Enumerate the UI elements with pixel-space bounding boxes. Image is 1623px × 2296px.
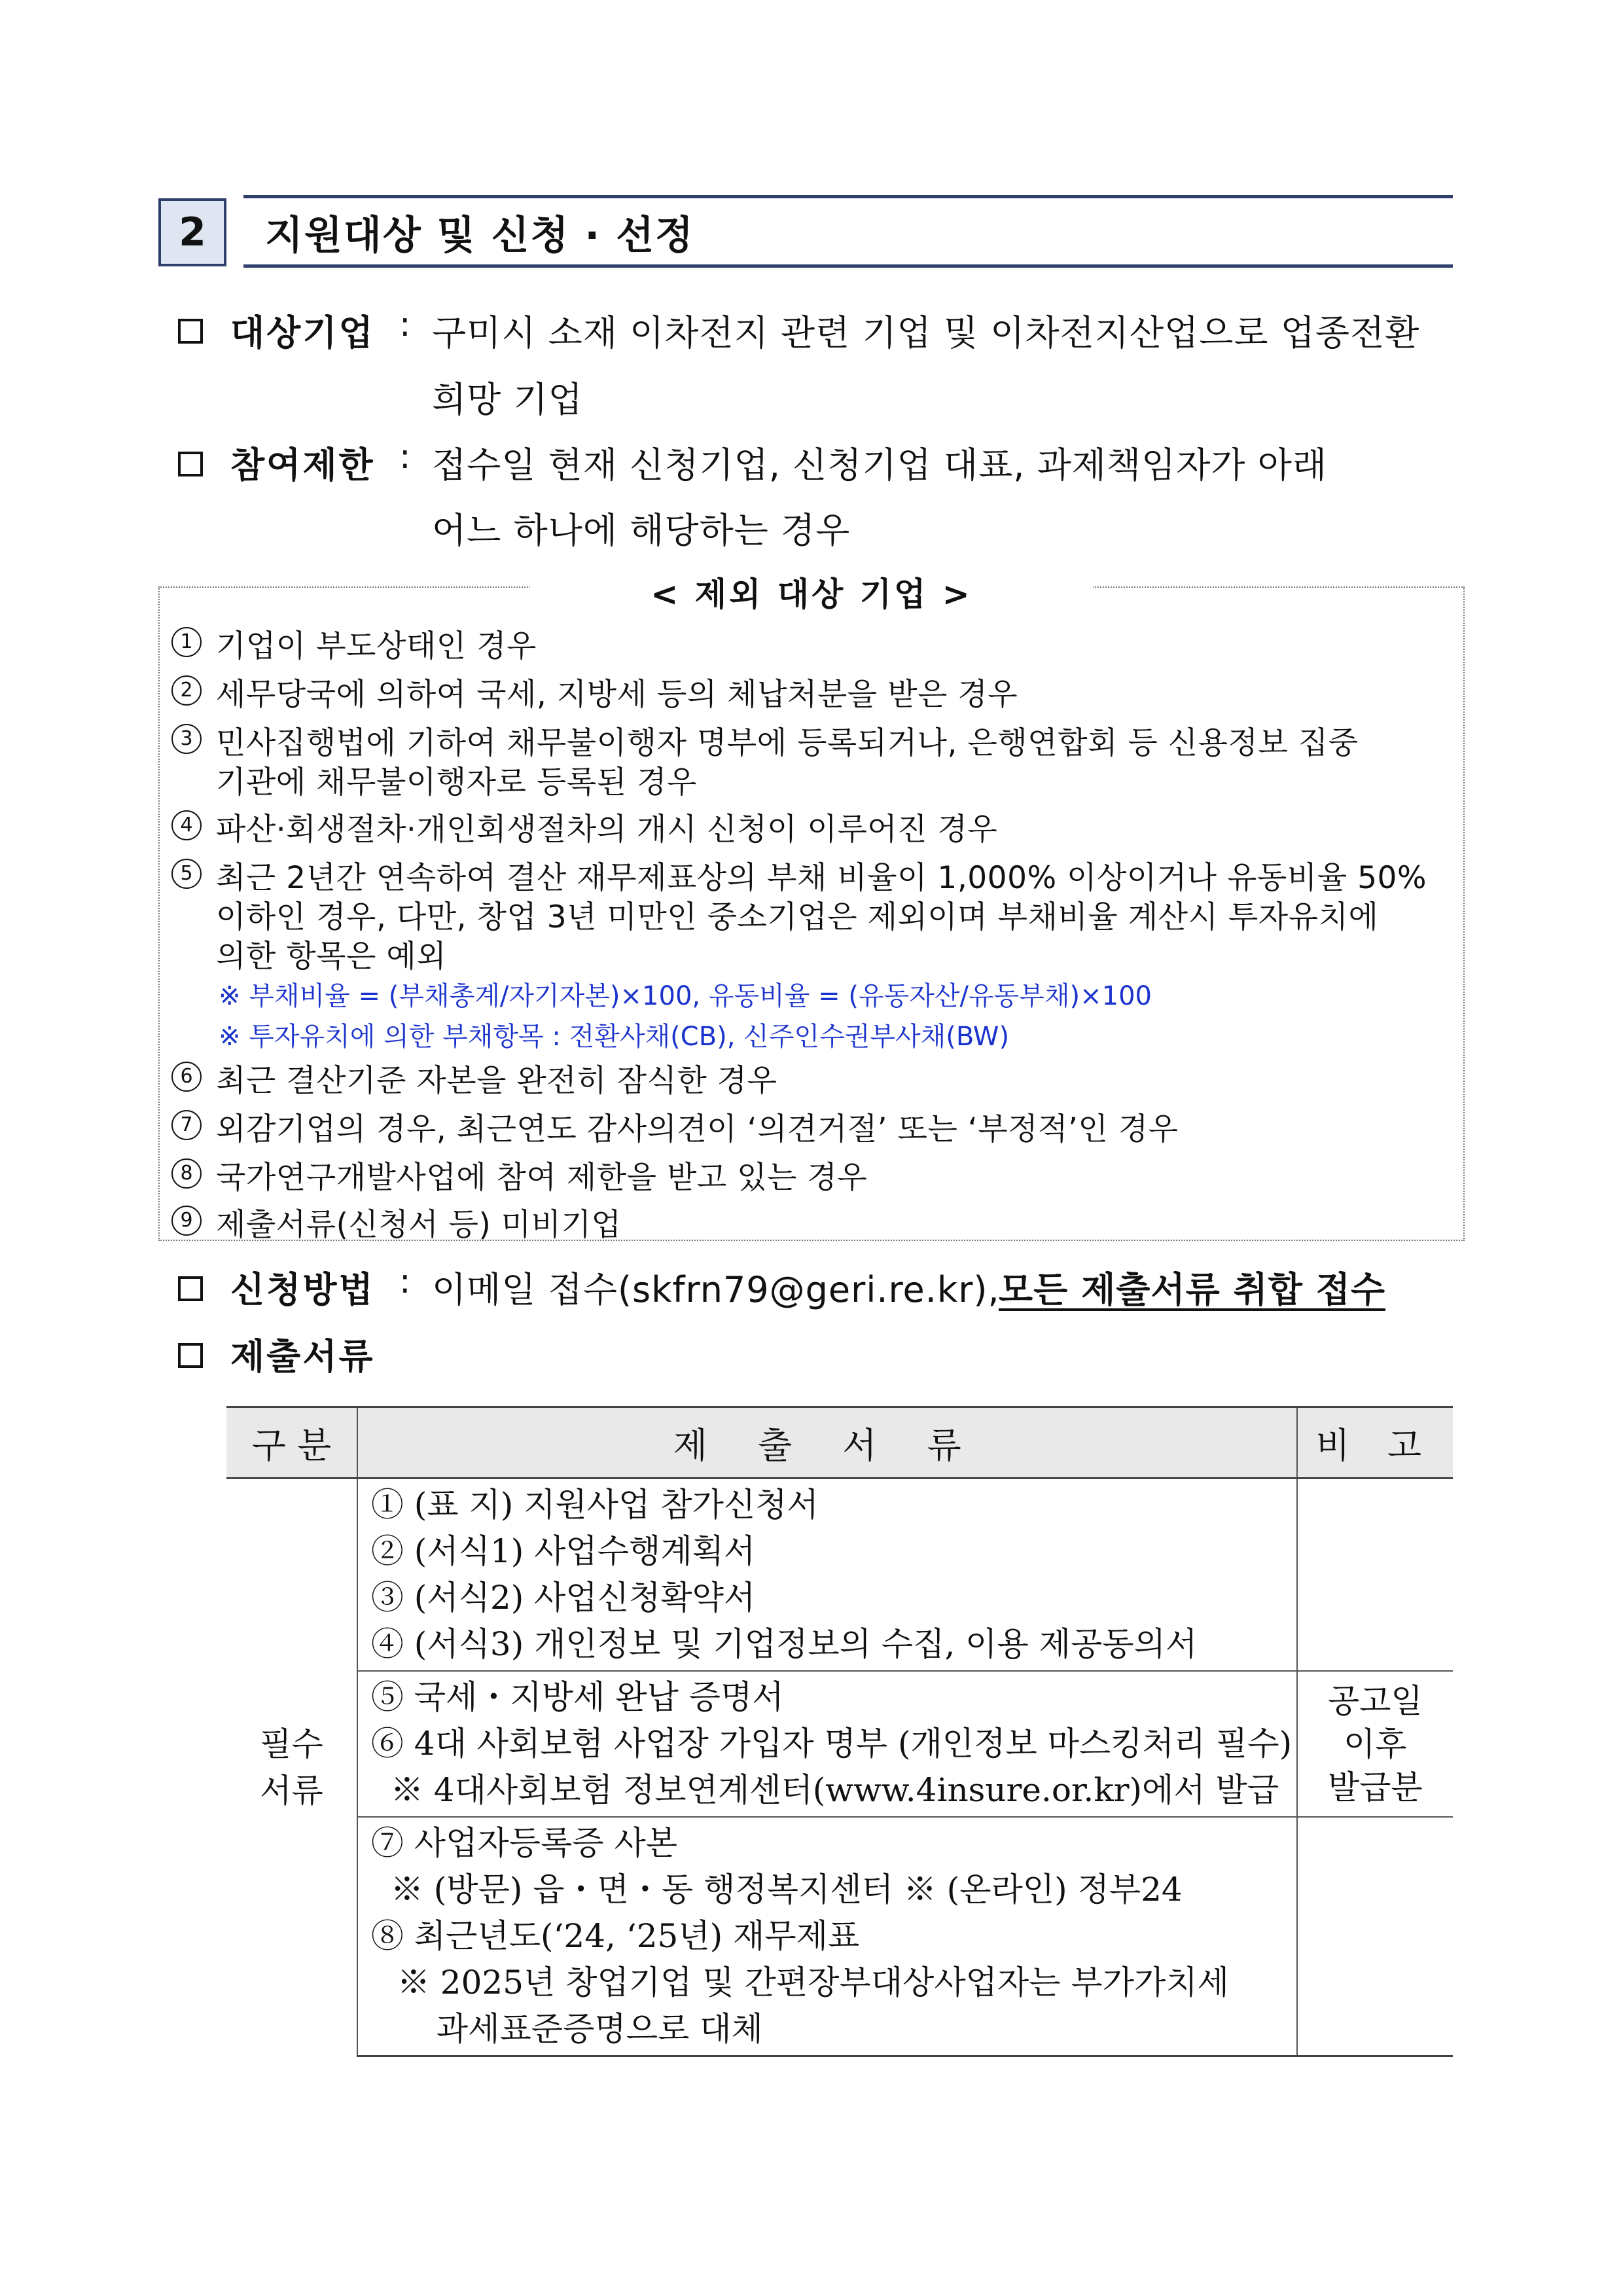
document-note: 과세표준증명으로 대체 [436, 2010, 763, 2048]
documents-label: 제출서류 [230, 1336, 375, 1377]
exclusion-item-5-line1: 최근 2년간 연속하여 결산 재무제표상의 부채 비율이 1,000% 이상이거나 유동비율 50% [216, 860, 1427, 896]
exclusion-title: < 제외 대상 기업 > [651, 575, 972, 613]
method-emphasis: 모든 제출서류 취합 접수 [999, 1269, 1386, 1310]
restriction-label: 참여제한 [230, 444, 375, 486]
exclusion-item-3-line1: 민사집행법에 기하여 채무불이행자 명부에 등록되거나, 은행연합회 등 신용정보 집중 [216, 725, 1359, 761]
target-text-line1: 구미시 소재 이차전지 관련 기업 및 이차전지산업으로 업종전환 [432, 312, 1420, 353]
circled-number: 4 [171, 810, 202, 840]
section-title: 지원대상 및 신청 · 선정 [265, 213, 694, 259]
document-note: ※ 4대사회보험 정보연계센터(www.4insure.or.kr)에서 발급 [390, 1771, 1279, 1809]
circled-number: 7 [171, 1110, 202, 1140]
document-note: ※ (방문) 읍・면・동 행정복지센터 ※ (온라인) 정부24 [390, 1871, 1183, 1909]
table-row [226, 1671, 1453, 1817]
target-colon: : [399, 305, 411, 344]
category-line1: 필수 [260, 1725, 323, 1763]
exclusion-item-6: 최근 결산기준 자본을 완전히 잠식한 경우 [216, 1063, 777, 1099]
exclusion-note-debt: ※ 투자유치에 의한 부채항목 : 전환사채(CB), 신주인수권부사채(BW) [219, 1022, 1010, 1052]
document-item: ⑥ 4대 사회보험 사업장 가입자 명부 (개인정보 마스킹처리 필수) [370, 1725, 1293, 1763]
exclusion-item-4: 파산·회생절차·개인회생절차의 개시 신청이 이루어진 경우 [216, 812, 998, 848]
section-number-box [158, 198, 226, 266]
remarks-cell-1 [1297, 1479, 1453, 1672]
circled-number: 9 [171, 1206, 202, 1236]
table-row [226, 1479, 1453, 1672]
document-item: ① (표 지) 지원사업 참가신청서 [370, 1486, 819, 1524]
table-header-row [226, 1407, 1453, 1479]
document-item: ③ (서식2) 사업신청확약서 [370, 1579, 756, 1617]
document-note: ※ 2025년 창업기업 및 간편장부대상사업자는 부가가치세 [397, 1964, 1229, 2001]
section-rule-bottom [243, 264, 1453, 268]
documents-group-1 [357, 1479, 1297, 1672]
method-text: 이메일 접수(skfrn79@geri.re.kr), [432, 1269, 1000, 1310]
circled-number: 6 [171, 1062, 202, 1092]
checkbox-icon [178, 452, 203, 476]
document-item: ④ (서식3) 개인정보 및 기업정보의 수집, 이용 제공동의서 [370, 1625, 1198, 1663]
document-item: ② (서식1) 사업수행계획서 [370, 1532, 756, 1570]
section-rule-top [243, 195, 1453, 198]
circled-number: 1 [171, 627, 202, 657]
checkbox-icon [178, 1276, 203, 1301]
checkbox-icon [178, 1343, 203, 1368]
circled-number: 5 [171, 859, 202, 889]
remark-line: 이후 [1343, 1725, 1407, 1763]
exclusion-item-3-line2: 기관에 채무불이행자로 등록된 경우 [216, 764, 697, 800]
exclusion-item-1: 기업이 부도상태인 경우 [216, 628, 537, 664]
method-colon: : [399, 1262, 411, 1301]
document-item: ⑧ 최근년도(‘24, ‘25년) 재무제표 [370, 1917, 860, 1955]
remarks-cell-3 [1297, 1817, 1453, 2056]
restriction-colon: : [399, 437, 411, 476]
exclusion-item-8: 국가연구개발사업에 참여 제한을 받고 있는 경우 [216, 1160, 868, 1196]
section-number: 2 [179, 209, 206, 255]
restriction-text-line1: 접수일 현재 신청기업, 신청기업 대표, 과제책임자가 아래 [432, 444, 1328, 486]
documents-table [226, 1406, 1453, 2057]
exclusion-item-9: 제출서류(신청서 등) 미비기업 [216, 1207, 622, 1243]
target-label: 대상기업 [230, 312, 375, 353]
exclusion-item-2: 세무당국에 의하여 국세, 지방세 등의 체납처분을 받은 경우 [216, 677, 1018, 713]
checkbox-icon [178, 319, 203, 344]
documents-group-2 [357, 1671, 1297, 1817]
category-cell [226, 1479, 357, 2056]
target-text-line2: 희망 기업 [432, 379, 583, 420]
documents-group-3 [357, 1817, 1297, 2056]
circled-number: 8 [171, 1158, 202, 1189]
table-row [226, 1817, 1453, 2056]
header-documents: 제 출 서 류 [357, 1407, 1297, 1479]
method-emphasis-wrap [999, 1262, 1385, 1312]
circled-number: 3 [171, 724, 202, 754]
method-label: 신청방법 [230, 1269, 375, 1310]
remarks-cell-2 [1297, 1671, 1453, 1817]
circled-number: 2 [171, 675, 202, 706]
document-item: ⑤ 국세・지방세 완납 증명서 [370, 1678, 784, 1716]
exclusion-item-7: 외감기업의 경우, 최근연도 감사의견이 ‘의견거절’ 또는 ‘부정적’인 경우 [216, 1111, 1179, 1147]
exclusion-item-5-line2: 이하인 경우, 다만, 창업 3년 미만인 중소기업은 제외이며 부채비율 계산시 투자유치에 [216, 899, 1379, 935]
category-line2: 서류 [260, 1771, 323, 1810]
remark-line: 발급분 [1327, 1768, 1423, 1806]
header-category: 구 분 [226, 1407, 357, 1479]
document-item: ⑦ 사업자등록증 사본 [370, 1824, 678, 1862]
restriction-text-line2: 어느 하나에 해당하는 경우 [432, 510, 851, 551]
header-remarks: 비 고 [1297, 1407, 1453, 1479]
remark-line: 공고일 [1327, 1681, 1423, 1720]
exclusion-item-5-line3: 의한 항목은 예외 [216, 939, 447, 975]
exclusion-note-ratio: ※ 부채비율 = (부채총계/자기자본)×100, 유동비율 = (유동자산/유동부채)×100 [219, 981, 1152, 1011]
